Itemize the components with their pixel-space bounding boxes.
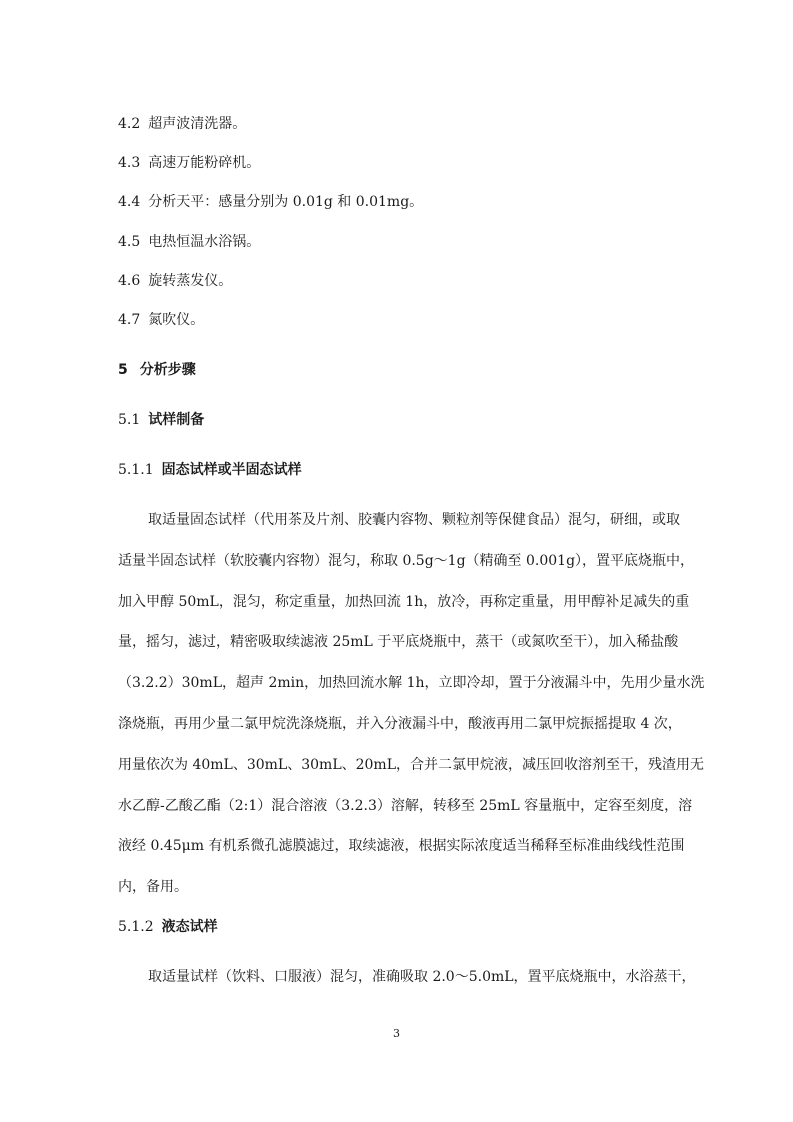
list-item-text: 旋转蒸发仪。	[148, 273, 233, 289]
list-item-4-4	[118, 192, 423, 212]
list-item-text: 分析天平：感量分别为 0.01g 和 0.01mg。	[148, 194, 424, 210]
paragraph-line: 加入甲醇 50mL，混匀，称定重量，加热回流 1h，放冷，再称定重量，用甲醇补足减失的重	[118, 593, 690, 610]
paragraph-line: 取适量固态试样（代用茶及片剂、胶囊内容物、颗粒剂等保健食品）混匀，研细，或取	[148, 512, 680, 528]
paragraph-line: 量，摇匀，滤过，精密吸取续滤液 25mL 于平底烧瓶中，蒸干（或氮吹至干），加入稀盐酸	[118, 634, 679, 651]
list-item-number: 4.7	[118, 312, 141, 328]
section-number: 5.1	[118, 412, 141, 428]
page-number: 3	[393, 1027, 400, 1040]
section-5-1-heading	[118, 410, 204, 430]
list-item-4-6	[118, 271, 232, 291]
list-item-text: 超声波清洗器。	[148, 116, 247, 132]
section-5-1-1-heading	[118, 460, 302, 480]
section-title: 试样制备	[148, 412, 205, 428]
paragraph-solid-sample	[118, 500, 705, 908]
paragraph-line: 用量依次为 40mL、30mL、30mL、20mL，合并二氯甲烷液，减压回收溶剂至干，残渣用无	[118, 756, 704, 773]
paragraph-line: 涤烧瓶，再用少量二氯甲烷洗涤烧瓶，并入分液漏斗中，酸液再用二氯甲烷振摇提取 4 次，	[118, 715, 682, 732]
section-number: 5	[118, 362, 128, 378]
paragraph-line: 内，备用。	[118, 879, 188, 896]
section-title: 分析步骤	[139, 362, 196, 378]
paragraph-liquid-sample	[118, 957, 696, 998]
list-item-4-5	[118, 232, 260, 252]
paragraph-line: 适量半固态试样（软胶囊内容物）混匀，称取 0.5g～1g（精确至 0.001g），置平底烧瓶中，	[118, 552, 695, 569]
list-item-number: 4.4	[118, 194, 141, 210]
list-item-number: 4.5	[118, 234, 141, 250]
paragraph-line: 水乙醇-乙酸乙酯（2:1）混合溶液（3.2.3）溶解，转移至 25mL 容量瓶中，定容至刻度，溶	[118, 797, 693, 814]
section-5-1-2-heading	[118, 917, 218, 937]
paragraph-line: （3.2.2）30mL，超声 2min，加热回流水解 1h，立即冷却，置于分液漏斗中，先用少量水洗	[118, 675, 705, 692]
section-number: 5.1.2	[118, 919, 154, 935]
paragraph-line: 液经 0.45μm 有机系微孔滤膜滤过，取续滤液，根据实际浓度适当稀释至标准曲线线性范围	[118, 838, 685, 855]
list-item-4-2	[118, 114, 246, 134]
list-item-text: 氮吹仪。	[148, 312, 205, 328]
list-item-text: 电热恒温水浴锅。	[148, 234, 261, 250]
list-item-number: 4.2	[118, 116, 141, 132]
section-title: 固态试样或半固态试样	[161, 462, 302, 478]
list-item-number: 4.6	[118, 273, 141, 289]
list-item-4-3	[118, 153, 260, 173]
section-5-heading	[118, 360, 196, 380]
section-number: 5.1.1	[118, 462, 154, 478]
list-item-text: 高速万能粉碎机。	[148, 155, 261, 171]
paragraph-line: 取适量试样（饮料、口服液）混匀，准确吸取 2.0～5.0mL，置平底烧瓶中，水浴蒸干，	[148, 969, 696, 985]
list-item-number: 4.3	[118, 155, 141, 171]
list-item-4-7	[118, 310, 204, 330]
section-title: 液态试样	[161, 919, 218, 935]
